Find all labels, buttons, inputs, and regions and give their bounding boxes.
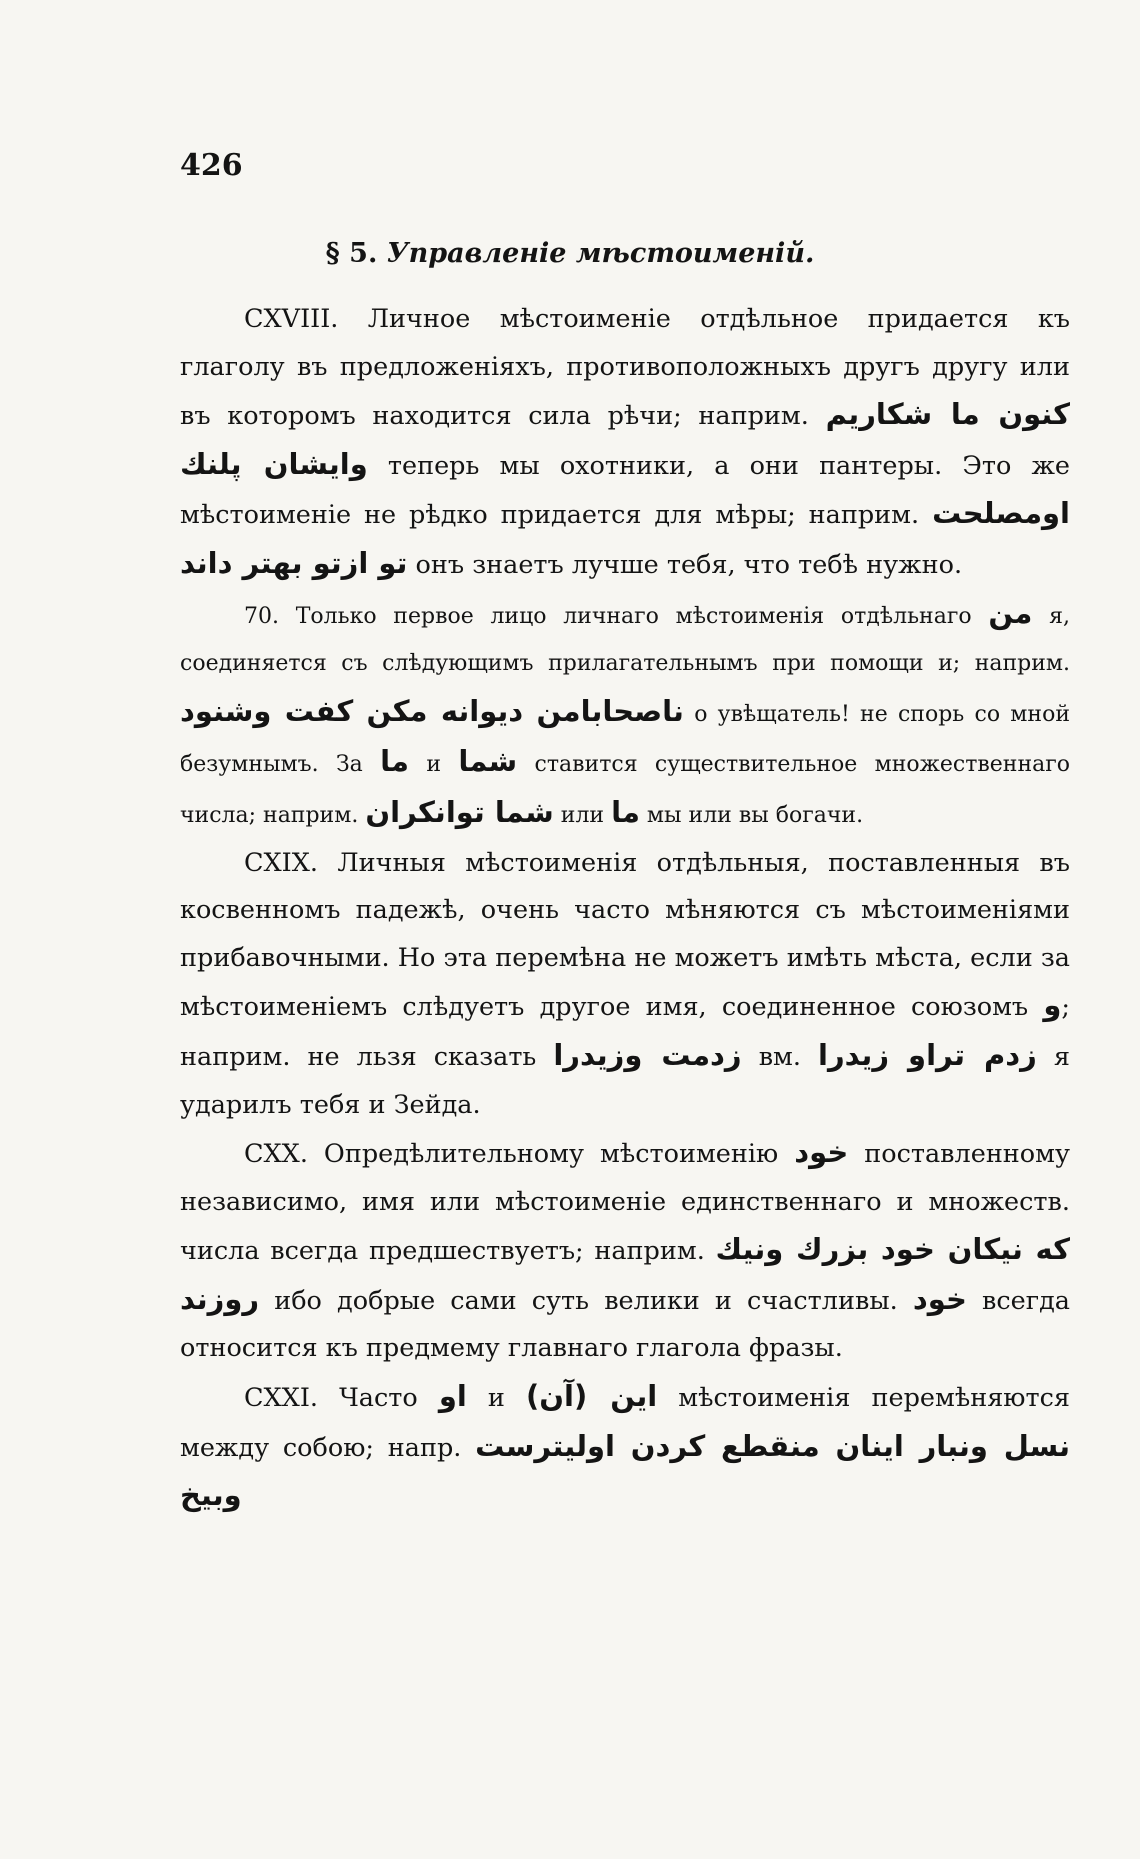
paragraph-cxviii bbox=[180, 296, 1070, 590]
arabic-example: شما توانكران bbox=[365, 794, 554, 829]
arabic-example: خود bbox=[912, 1281, 967, 1316]
text-run: ; наприм. не льзя сказать bbox=[180, 992, 1070, 1072]
text-run: вм. bbox=[741, 1041, 819, 1072]
text-run: или bbox=[553, 802, 612, 828]
text-run: поставленному независимо, имя или мѣстоименіе единственнаго и множеств. числа всегда предшествуетъ; наприм. bbox=[180, 1139, 1070, 1267]
page-number: 426 bbox=[180, 148, 243, 183]
text-run: 70. Только первое лицо личнаго мѣстоименія отдѣльнаго bbox=[244, 603, 989, 629]
text-run: теперь мы охотники, а они пантеры. Это же мѣстоименіе не рѣдко придается для мѣры; наприм. bbox=[180, 450, 1071, 531]
arabic-example: كه نيكان خود بزرك ونيك روزند bbox=[180, 1232, 1070, 1316]
body-text bbox=[180, 296, 1070, 1522]
text-run: ставится существительное множественнаго числа; наприм. bbox=[180, 752, 1071, 828]
text-run: всегда относится къ предмему главнаго глагола фразы. bbox=[180, 1285, 1070, 1364]
text-run: мѣстоименія перемѣняются между собою; напр. bbox=[180, 1383, 1070, 1463]
text-run: онъ знаетъ лучше тебя, что тебѣ нужно. bbox=[407, 549, 963, 580]
text-run: я, соединяется съ слѣдующимъ прилагательнымъ при помощи и; наприм. bbox=[180, 603, 1070, 677]
arabic-example: كنون ما شكاريم وايشان پلنك bbox=[180, 397, 1070, 481]
arabic-example: اومصلحت تو ازتو بهتر داند bbox=[180, 496, 1070, 580]
text-run: я ударилъ тебя и Зейда. bbox=[180, 1041, 1070, 1120]
arabic-example: ما bbox=[380, 744, 409, 779]
text-run: CXXI. Часто bbox=[244, 1383, 439, 1414]
text-run: мы или вы богачи. bbox=[639, 802, 864, 828]
arabic-example: زدم تراو زيدرا bbox=[818, 1037, 1037, 1072]
paragraph-cxxi bbox=[180, 1373, 1070, 1522]
text-run: о увѣщатель! не спорь со мной безумнымъ. За bbox=[180, 701, 1070, 778]
arabic-example: شما bbox=[458, 744, 518, 779]
section-number: § 5. bbox=[325, 238, 378, 269]
arabic-example: اين (آن) bbox=[526, 1379, 658, 1414]
arabic-example: ناصحابامن ديوانه مكن كفت وشنود bbox=[180, 693, 684, 728]
text-run: и bbox=[466, 1383, 526, 1414]
paragraph-70 bbox=[180, 590, 1070, 840]
paragraph-cxx bbox=[180, 1129, 1070, 1373]
arabic-example: نسل ونبار اينان منقطع كردن اوليترست وبيخ bbox=[180, 1428, 1070, 1513]
section-title: Управленіе мѣстоименій. bbox=[386, 238, 815, 269]
paragraph-cxix bbox=[180, 840, 1070, 1130]
arabic-example: او bbox=[438, 1379, 467, 1414]
text-run: ибо добрые сами суть велики и счастливы. bbox=[259, 1285, 913, 1316]
arabic-example: خود bbox=[794, 1135, 849, 1170]
text-run: CXIX. Личныя мѣстоименія отдѣльныя, поставленныя въ косвенномъ падежѣ, очень часто мѣняются съ мѣстоименіями прибавочными. Но эта перемѣна не можетъ имѣть мѣста, если за мѣстоименіемъ слѣдуетъ другое имя, соединенное союзомъ bbox=[180, 847, 1070, 1023]
arabic-example: من bbox=[988, 595, 1033, 630]
arabic-example: ما bbox=[611, 794, 640, 829]
text-run: и bbox=[408, 752, 459, 778]
arabic-example: و bbox=[1043, 988, 1062, 1023]
arabic-example: زدمت وزيدرا bbox=[553, 1037, 742, 1072]
section-heading bbox=[0, 238, 1140, 269]
text-run: CXVIII. Личное мѣстоименіе отдѣльное придается къ глаголу въ предложеніяхъ, противоположныхъ другъ другу или въ которомъ находится сила рѣчи; наприм. bbox=[180, 304, 1070, 432]
text-run: CXX. Опредѣлительному мѣстоименію bbox=[244, 1139, 795, 1170]
